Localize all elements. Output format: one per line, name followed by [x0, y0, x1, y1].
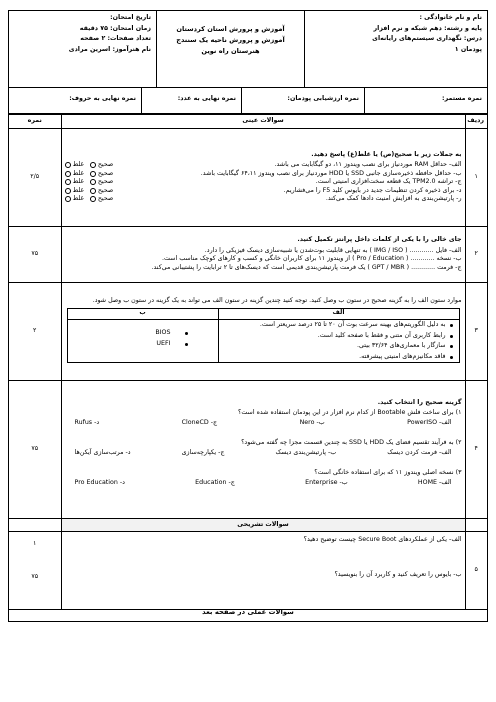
statement-text: د- برای ذخیره کردن تنظیمات جدید در بایوس کلید F5 را می‌فشاریم. [283, 186, 462, 194]
question-2 [61, 226, 465, 282]
student-name-label: نام و نام خانوادگی : [419, 14, 482, 21]
choice-option[interactable]: الف- فرمت کردن دیسک [387, 448, 452, 456]
question-number: ۴ [465, 380, 487, 518]
column-a-item [219, 352, 459, 363]
question-5-row [9, 532, 487, 610]
school-name: هنرستان راه نوین [201, 46, 260, 55]
bullet-icon [185, 343, 188, 346]
matching-table [67, 308, 460, 363]
radio-circle-icon[interactable] [90, 196, 96, 202]
true-label: صحیح [97, 186, 114, 194]
score-header: نمره [9, 115, 61, 129]
choice-option[interactable]: ج- یکپارچه‌سازی [181, 448, 225, 456]
radio-circle-icon[interactable] [90, 171, 96, 177]
true-false-options [65, 161, 114, 170]
bullet-icon [450, 345, 453, 348]
choice-option[interactable]: ج- CloneCD [181, 418, 218, 426]
question-number: ۳ [465, 282, 487, 380]
column-a-item [219, 331, 459, 342]
item-text: فاقد مکانیزم‌های امنیتی پیشرفته. [359, 352, 446, 360]
statement-text: ج- تراشه TPM2.0 یک قطعه سخت‌افزاری امنیتی است. [315, 178, 462, 185]
bullet-icon [185, 332, 188, 335]
question-score: ۷۵ [9, 226, 61, 282]
choice-option[interactable]: د- Pro Education [74, 478, 125, 486]
true-option[interactable] [90, 170, 113, 179]
question-score: ۲/۵ [9, 128, 61, 226]
exam-sheet [8, 10, 488, 622]
question-5b-score: ۷۵ [31, 572, 39, 580]
true-false-item [65, 195, 462, 204]
false-label: غلط [72, 169, 84, 177]
exam-duration: زمان امتحان: ۷۵ دقیقه [79, 24, 151, 32]
bullet-icon [450, 335, 453, 338]
question-4-title: گزینه صحیح را انتخاب کنید. [377, 398, 462, 406]
question-5a: الف- یکی از عملکردهای Secure Boot چیست توضیح دهید؟ [303, 536, 462, 543]
statement-text: الف- حداقل RAM موردنیاز برای نصب ویندوز ۱۱، دو گیگابایت می باشد. [274, 161, 462, 168]
radio-circle-icon[interactable] [65, 179, 71, 185]
fill-blank-item: ب- نسخه ............ ( Pro / Education ) از ویندوز ۱۱ برای کاربران خانگی و کسب و کارهای کوچک مناسب است. [162, 255, 462, 262]
question-1-row [9, 128, 487, 226]
statement-text: ر- پارتیشن‌بندی به افزایش امنیت دادها کمک می‌کند. [325, 195, 462, 202]
column-b-item [68, 328, 218, 339]
true-false-item [65, 187, 462, 196]
continuous-score: نمره مستمر: [364, 88, 487, 113]
next-page-note: سوالات عملی در صفحه بعد [202, 607, 294, 616]
item-text: سازگار با معماری‌های ۳۲/۶۴ بیتی. [357, 342, 446, 350]
district-office: آموزش و پرورش ناحیه یک سنندج [176, 35, 285, 44]
bullet-icon [450, 356, 453, 359]
objective-questions-title: سوالات عینی [61, 115, 465, 129]
false-option[interactable] [65, 195, 84, 204]
radio-circle-icon[interactable] [90, 188, 96, 194]
true-option[interactable] [90, 195, 113, 204]
questions-table [9, 114, 487, 610]
question-5b: ب- بایوس را تعریف کنید و کاربرد آن را بنویسید؟ [334, 570, 462, 578]
choice-option[interactable]: ب- Enterprise [305, 478, 348, 486]
item-text: رابط کاربری آن متنی و فقط با صفحه کلید است. [317, 331, 446, 339]
grade-field: پایه و رشته: دهم شبکه و نرم افزار [373, 24, 482, 32]
score-bar [9, 88, 487, 114]
teacher-name: نام هنرآموز: اسرین مرادی [68, 45, 151, 53]
choice-option[interactable]: د- مرتب‌سازی آیکن‌ها [74, 448, 131, 456]
province-office: آموزش و پرورش استان کردستان [176, 25, 285, 33]
bullet-icon [450, 324, 453, 327]
table-header-row [9, 115, 487, 129]
false-label: غلط [72, 178, 84, 185]
course-name: درس: نگهداری سیستم‌های رایانه‌ای [372, 35, 482, 42]
true-option[interactable] [90, 187, 113, 196]
school-info [156, 11, 304, 87]
student-info [304, 11, 487, 87]
question-5 [61, 532, 465, 610]
item-text: UEFI [156, 339, 171, 347]
true-option[interactable] [90, 161, 113, 170]
final-score-number: نمره نهایی به عدد: [141, 88, 241, 113]
exam-header [9, 11, 487, 88]
multiple-choice-item [65, 409, 462, 430]
true-false-item [65, 170, 462, 179]
radio-circle-icon[interactable] [65, 196, 71, 202]
true-false-item [65, 178, 462, 187]
column-a-header: الف [219, 309, 459, 320]
question-5a-score: ۱ [33, 540, 37, 547]
true-false-options [65, 170, 114, 179]
multiple-choice-item [65, 439, 462, 460]
false-option[interactable] [65, 178, 84, 187]
choice-question: ۱) برای ساخت فلش Bootable از کدام نرم افزار در این پودمان استفاده شده است؟ [238, 409, 462, 417]
choice-option[interactable]: الف- PowerISO [407, 418, 452, 426]
fill-blank-item: ج- فرمت ............ ( GPT / MBR ) یک فرمت پارتیشن‌بندی قدیمی است که دیسک‌های تا ۲ ترابایت را پشتیبانی می‌کند. [151, 263, 462, 271]
question-number: ۵ [465, 532, 487, 610]
true-option[interactable] [90, 178, 113, 187]
question-3-row [9, 282, 487, 380]
page-count: تعداد صفحات: ۲ صفحه [80, 35, 151, 42]
descriptive-questions-title: سوالات تشریحی [61, 518, 465, 532]
question-3 [61, 282, 465, 380]
item-text: BIOS [155, 329, 171, 337]
multiple-choice-item [65, 469, 462, 490]
question-number: ۲ [465, 226, 487, 282]
choice-option[interactable]: ب- Nero [299, 418, 325, 426]
column-b [68, 309, 218, 362]
column-b-item [68, 339, 218, 350]
false-label: غلط [72, 186, 84, 194]
false-option[interactable] [65, 187, 84, 196]
evaluation-score: نمره ارزشیابی پودمان: [241, 88, 364, 113]
true-false-item [65, 161, 462, 170]
choice-option[interactable]: د- Rufus [74, 418, 100, 426]
true-label: صحیح [97, 195, 114, 202]
item-text: به دلیل الگوریتم‌های بهینه سرعت بوت آن ۲۰ تا ۲۵ درصد سریعتر است. [259, 321, 446, 329]
false-label: غلط [72, 195, 84, 202]
true-false-options [65, 178, 114, 187]
question-score: ۷۵ [9, 380, 61, 518]
row-header: ردیف [465, 115, 487, 129]
radio-circle-icon[interactable] [65, 188, 71, 194]
column-a [218, 309, 459, 362]
final-score-letters: نمره نهایی به حروف: [69, 95, 136, 102]
question-4 [61, 380, 465, 518]
column-a-item [219, 341, 459, 352]
false-option[interactable] [65, 170, 84, 179]
question-score: ۲ [9, 282, 61, 380]
choice-option[interactable]: ب- پارتیشن‌بندی دیسک [275, 448, 337, 456]
true-label: صحیح [97, 161, 114, 168]
false-option[interactable] [65, 161, 84, 170]
choice-option[interactable]: ج- Education [195, 478, 235, 486]
radio-circle-icon[interactable] [65, 171, 71, 177]
choice-question: ۲) به فرآیند تقسیم فضای یک HDD یا SSD به چندین قسمت مجزا چه گفته می‌شود؟ [241, 439, 462, 447]
choice-question: ۳) نسخه اصلی ویندوز ۱۱ که برای استفاده خانگی است؟ [314, 469, 462, 477]
true-false-options [65, 187, 114, 196]
radio-circle-icon[interactable] [90, 162, 96, 168]
choice-option[interactable]: الف- HOME [417, 478, 452, 486]
true-label: صحیح [97, 178, 114, 185]
question-4-row [9, 380, 487, 518]
true-label: صحیح [97, 169, 114, 177]
choice-options [65, 478, 462, 491]
false-label: غلط [72, 161, 84, 168]
question-2-row [9, 226, 487, 282]
column-b-header: ب [68, 309, 218, 320]
question-1 [61, 128, 465, 226]
choice-options [65, 418, 462, 431]
true-false-options [65, 195, 114, 204]
question-3-title: موارد ستون الف را به گزینه صحیح در ستون ب وصل کنید. توجه کنید چندین گزینه در ستون الف می تواند به یک گزینه در ستون ب وصل شود. [92, 296, 462, 304]
choice-options [65, 448, 462, 461]
radio-circle-icon[interactable] [90, 179, 96, 185]
question-2-title: جای خالی را با یکی از کلمات داخل پرانتز تکمیل کنید. [297, 236, 462, 243]
exam-date: تاریخ امتحان: [110, 14, 151, 21]
statement-text: ب- حداقل حافظه ذخیره‌سازی جانبی SSD یا HDD موردنیاز برای نصب ویندوز ۶۴،۱۱ گیگابایت باشد. [200, 169, 462, 177]
module-number: پودمان ۱ [454, 45, 482, 53]
radio-circle-icon[interactable] [65, 162, 71, 168]
question-5-scores [9, 532, 61, 610]
question-1-title: به جملات زیر با صحیح(ص) یا غلط(غ) پاسخ دهید. [311, 150, 462, 158]
exam-info [9, 11, 156, 87]
fill-blank-item: الف- فایل ............ ( IMG / ISO ) به تنهایی قابلیت بوت‌شدن یا شبیه‌سازی دیسک فیزیکی را دارد. [204, 246, 462, 254]
descriptive-section-row [9, 518, 487, 532]
column-a-item [219, 320, 459, 331]
question-number: ۱ [465, 128, 487, 226]
